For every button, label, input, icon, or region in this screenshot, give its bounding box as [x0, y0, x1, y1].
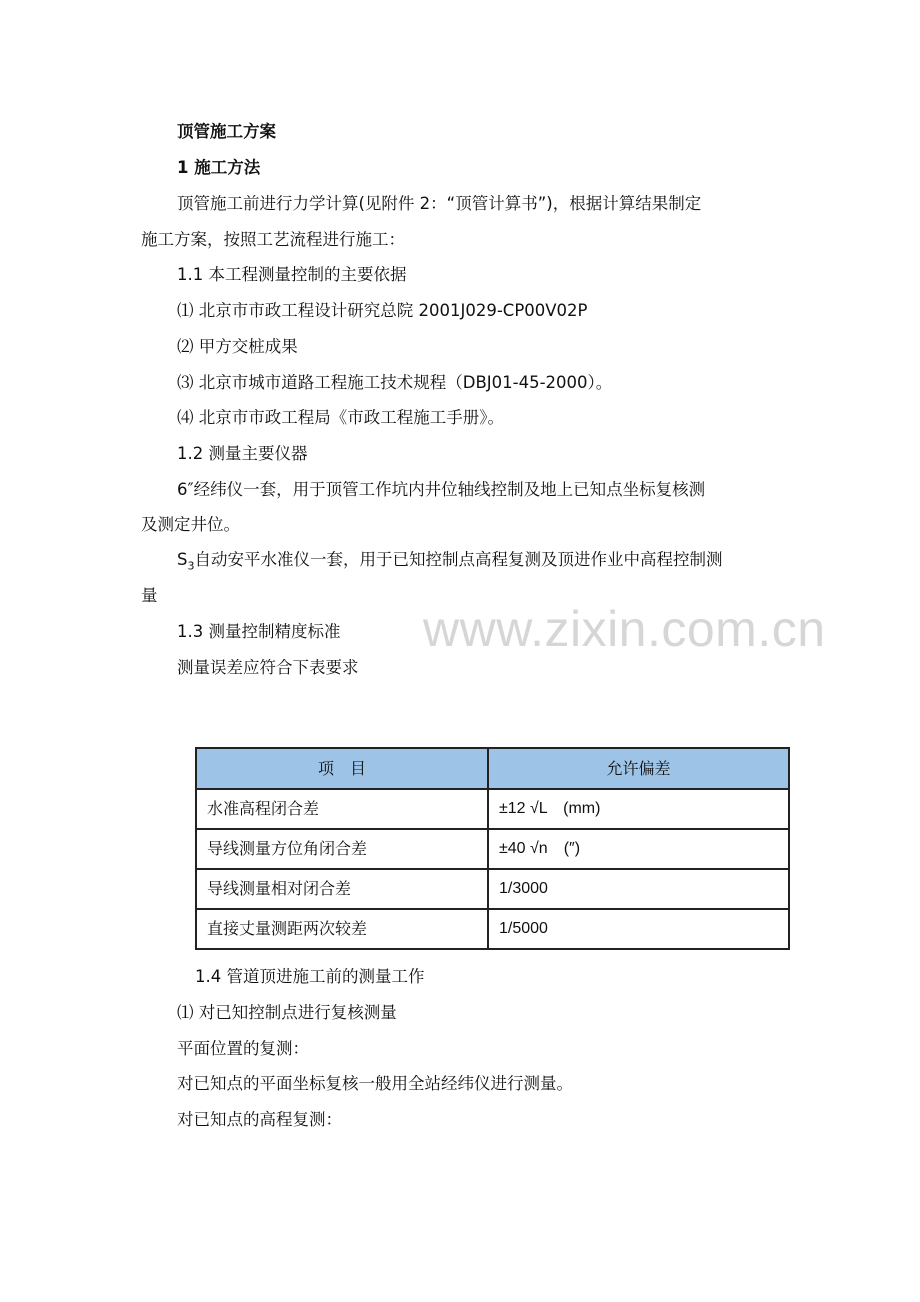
table-cell: ±12 √L (mm)	[488, 789, 789, 829]
basis-item-2: ⑵ 甲方交桩成果	[177, 337, 298, 356]
table-cell: 直接丈量测距两次较差	[196, 909, 488, 949]
table-row	[196, 909, 789, 949]
table-cell: 导线测量相对闭合差	[196, 869, 488, 909]
instrument-2-symbol: S	[177, 550, 188, 569]
subsection-1-1: 1.1 本工程测量控制的主要依据	[177, 265, 407, 284]
table-cell: 1/5000	[488, 909, 789, 949]
accuracy-table	[195, 747, 790, 950]
subsection-1-2: 1.2 测量主要仪器	[177, 444, 308, 463]
table-row	[196, 789, 789, 829]
table-cell: 水准高程闭合差	[196, 789, 488, 829]
table-row	[196, 829, 789, 869]
instrument-1-line-1: 6″经纬仪一套，用于顶管工作坑内井位轴线控制及地上已知点坐标复核测	[177, 480, 706, 499]
instrument-2-text: 自动安平水准仪一套，用于已知控制点高程复测及顶进作业中高程控制测	[194, 550, 723, 569]
watermark: www.zixin.com.cn	[423, 601, 826, 657]
doc-title: 顶管施工方案	[177, 122, 276, 141]
basis-item-1: ⑴ 北京市市政工程设计研究总院 2001J029-CP00V02P	[177, 301, 588, 320]
instrument-2-line-2: 量	[141, 586, 158, 605]
plane-position-heading: 平面位置的复测：	[177, 1039, 309, 1058]
table-header-item: 项 目	[196, 748, 488, 789]
elevation-heading: 对已知点的高程复测：	[177, 1110, 342, 1129]
table-cell: 1/3000	[488, 869, 789, 909]
accuracy-intro: 测量误差应符合下表要求	[177, 658, 359, 677]
table-cell: ±40 √n (″)	[488, 829, 789, 869]
instrument-2-subscript: 3	[187, 559, 195, 573]
instrument-2-line-1	[177, 552, 722, 571]
table-header-row	[196, 748, 789, 789]
table-header-tolerance: 允许偏差	[488, 748, 789, 789]
section-heading-1: 1 施工方法	[177, 158, 261, 177]
basis-item-3: ⑶ 北京市城市道路工程施工技术规程（DBJ01-45-2000）。	[177, 373, 613, 392]
subsection-1-3: 1.3 测量控制精度标准	[177, 622, 341, 641]
basis-item-4: ⑷ 北京市市政工程局《市政工程施工手册》。	[177, 408, 504, 427]
paragraph-1-line-2: 施工方案，按照工艺流程进行施工：	[141, 230, 405, 249]
plane-position-text: 对已知点的平面坐标复核一般用全站经纬仪进行测量。	[177, 1074, 573, 1093]
survey-item-1: ⑴ 对已知控制点进行复核测量	[177, 1003, 397, 1022]
instrument-1-line-2: 及测定井位。	[141, 515, 240, 534]
subsection-1-4: 1.4 管道顶进施工前的测量工作	[195, 967, 425, 986]
table-cell: 导线测量方位角闭合差	[196, 829, 488, 869]
paragraph-1-line-1: 顶管施工前进行力学计算(见附件 2：“顶管计算书”)，根据计算结果制定	[177, 194, 702, 213]
table-row	[196, 869, 789, 909]
